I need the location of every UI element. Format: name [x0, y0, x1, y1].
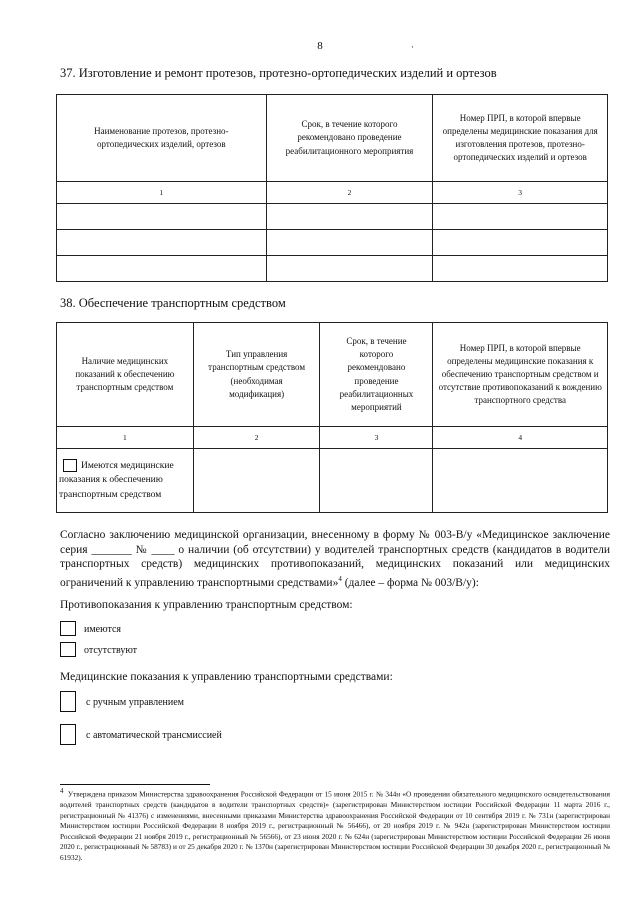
- section-37-title: 37. Изготовление и ремонт протезов, протезно-ортопедических изделий и ортезов: [60, 66, 497, 80]
- s37-col-num: 1: [57, 182, 267, 204]
- s38-col-num: 2: [193, 427, 320, 449]
- table-row: [57, 449, 608, 513]
- table-cell[interactable]: [266, 256, 433, 282]
- footnote-ref: 4: [338, 574, 342, 583]
- indications-title: Медицинские показания к управлению транспортными средствами:: [60, 671, 393, 683]
- s38-header-term: Срок, в течение которого рекомендовано проведение реабилитационных мероприятий: [320, 323, 433, 427]
- footnote-text: Утверждена приказом Министерства здравоохранения Российской Федерации от 15 июня 2015 г. № 344н «О проведении обязательного медицинского освидетельствования водителей транспортных средств (кандидатов в водители транспортных средств)» (зарегистрирован Министерством юстиции Российской Федерации 11 марта 2016 г., регистрационный № 41376) с изменениями, внесенными приказами Министерства здравоохранения Российской Федерации от 10 сентября 2019 г. № 731н (зарегистрирован Министерством юстиции Российской Федерации 8 ноября 2019 г., регистрационный № 56466), от 20 ноября 2019 г. № 942н (зарегистрирован Министерством юстиции Российской Федерации 21 ноября 2019 г., регистрационный № 56566), от 23 июня 2020 г. № 624н (зарегистрирован Министерством юстиции Российской Федерации 26 июня 2020 г., регистрационный № 58783) и от 25 декабря 2020 г. № 1370н (зарегистрирован Министерством юстиции Российской Федерации 30 декабря 2020 г., регистрационный № 61932).: [60, 789, 610, 862]
- stray-dot: ·: [411, 42, 414, 52]
- footnote-divider: [60, 784, 210, 785]
- table-cell[interactable]: [433, 449, 608, 513]
- indications-option-automatic[interactable]: [60, 724, 222, 745]
- s37-col-num: 2: [266, 182, 433, 204]
- table-cell[interactable]: [193, 449, 320, 513]
- section-38-table: [56, 322, 608, 513]
- checkbox[interactable]: [60, 621, 76, 636]
- footnote: [60, 786, 610, 864]
- checkbox[interactable]: [60, 724, 76, 745]
- table-cell[interactable]: [320, 449, 433, 513]
- footnote-mark: 4: [60, 787, 64, 795]
- s37-header-term: Срок, в течение которого рекомендовано проведение реабилитационного мероприятия: [266, 95, 433, 182]
- s38-header-indications: Наличие медицинских показаний к обеспечению транспортным средством: [57, 323, 194, 427]
- option-label: с ручным управлением: [86, 697, 185, 709]
- option-label: отсутствуют: [84, 645, 138, 656]
- conclusion-paragraph: [60, 528, 610, 590]
- page-number: 8: [317, 40, 323, 52]
- s38-col-num: 1: [57, 427, 194, 449]
- s37-header-prp: Номер ПРП, в которой впервые определены медицинские показания для изготовления протезов, протезно-ортопедических изделий и ортезов: [433, 95, 608, 182]
- table-cell[interactable]: [57, 230, 267, 256]
- table-cell[interactable]: [57, 256, 267, 282]
- table-cell[interactable]: [266, 204, 433, 230]
- conclusion-text-end: (далее – форма № 003/В/у):: [341, 576, 479, 589]
- contraindications-option-absent[interactable]: [60, 640, 137, 658]
- indications-checkbox-label: Имеются медицинские показания к обеспечению транспортным средством: [59, 461, 174, 500]
- option-label: имеются: [84, 624, 121, 635]
- contraindications-option-present[interactable]: [60, 619, 121, 637]
- table-cell[interactable]: [57, 204, 267, 230]
- s37-col-num: 3: [433, 182, 608, 204]
- section-38-title: 38. Обеспечение транспортным средством: [60, 296, 286, 310]
- s38-header-prp: Номер ПРП, в которой впервые определены медицинские показания к обеспечению транспортным средством и отсутствие противопоказаний к вождению транспортного средства: [433, 323, 608, 427]
- table-cell[interactable]: [433, 256, 608, 282]
- checkbox[interactable]: [60, 642, 76, 657]
- contraindications-title: Противопоказания к управлению транспортным средством:: [60, 599, 353, 611]
- table-cell[interactable]: [433, 204, 608, 230]
- table-row: [57, 204, 608, 230]
- s38-checkbox-cell: [57, 449, 194, 513]
- checkbox[interactable]: [60, 691, 76, 712]
- s38-col-num: 4: [433, 427, 608, 449]
- s38-col-num: 3: [320, 427, 433, 449]
- indications-option-manual[interactable]: [60, 691, 184, 712]
- table-cell[interactable]: [433, 230, 608, 256]
- conclusion-text: Согласно заключению медицинской организации, внесенному в форму № 003-В/у «Медицинское заключение серия _______ № ____ о наличии (об отсутствии) у водителей транспортных средств (кандидатов в водители транспортных средств) медицинских противопоказаний, медицинских показаний или медицинских ограничений к управлению транспортными средствами»: [60, 529, 610, 589]
- table-row: [57, 256, 608, 282]
- option-label: с автоматической трансмиссией: [86, 730, 222, 742]
- section-37-table: [56, 94, 608, 282]
- s37-header-name: Наименование протезов, протезно-ортопедических изделий, ортезов: [57, 95, 267, 182]
- table-cell[interactable]: [266, 230, 433, 256]
- indications-checkbox[interactable]: [63, 459, 77, 472]
- table-row: [57, 230, 608, 256]
- s38-header-control-type: Тип управления транспортным средством (необходимая модификация): [193, 323, 320, 427]
